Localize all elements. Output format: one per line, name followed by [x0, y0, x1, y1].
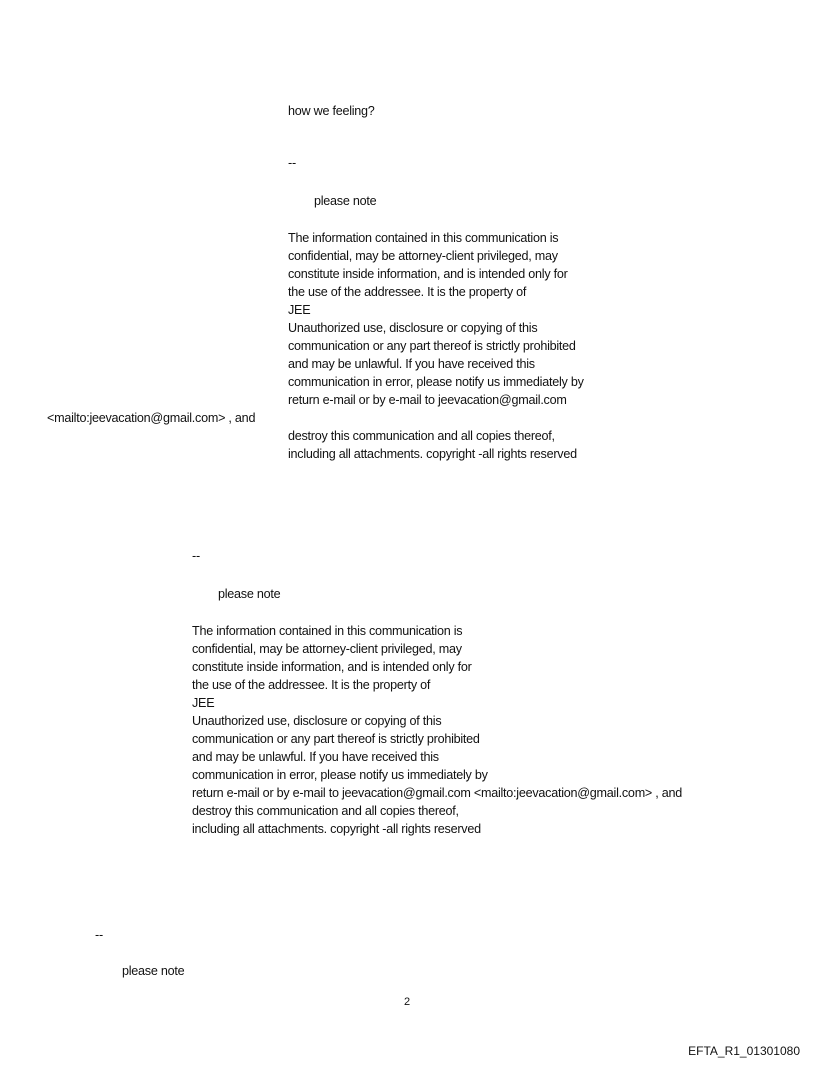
disclaimer-line: communication or any part thereof is strictly prohibited — [192, 732, 480, 746]
disclaimer-line: including all attachments. copyright -all rights reserved — [192, 822, 481, 836]
disclaimer-line: and may be unlawful. If you have received this — [192, 750, 439, 764]
disclaimer-line: constitute inside information, and is intended only for — [192, 660, 472, 674]
signature-separator: -- — [192, 549, 200, 563]
disclaimer-line: destroy this communication and all copies thereof, — [288, 429, 555, 443]
note-heading: please note — [218, 587, 281, 601]
note-heading: please note — [314, 194, 377, 208]
disclaimer-line: destroy this communication and all copies thereof, — [192, 804, 459, 818]
disclaimer-line: confidential, may be attorney-client privileged, may — [288, 249, 558, 263]
disclaimer-line: JEE — [192, 696, 215, 710]
disclaimer-line: return e-mail or by e-mail to jeevacation@gmail.com — [288, 393, 567, 407]
disclaimer-line: JEE — [288, 303, 311, 317]
mailto-link-line: <mailto:jeevacation@gmail.com> , and — [47, 411, 256, 425]
disclaimer-line: communication in error, please notify us immediately by — [288, 375, 584, 389]
disclaimer-line: the use of the addressee. It is the property of — [192, 678, 431, 692]
disclaimer-line: The information contained in this communication is — [288, 231, 559, 245]
disclaimer-line: The information contained in this communication is — [192, 624, 463, 638]
signature-separator: -- — [288, 156, 296, 170]
signature-separator: -- — [95, 928, 103, 942]
disclaimer-line: confidential, may be attorney-client privileged, may — [192, 642, 462, 656]
disclaimer-line: and may be unlawful. If you have received this — [288, 357, 535, 371]
disclaimer-line: constitute inside information, and is intended only for — [288, 267, 568, 281]
document-id: EFTA_R1_01301080 — [688, 1044, 800, 1058]
disclaimer-line: Unauthorized use, disclosure or copying of this — [192, 714, 442, 728]
page-number: 2 — [404, 996, 410, 1008]
disclaimer-line: return e-mail or by e-mail to jeevacation@gmail.com <mailto:jeevacation@gmail.com> , and — [192, 786, 683, 800]
disclaimer-line: including all attachments. copyright -all rights reserved — [288, 447, 577, 461]
disclaimer-line: communication in error, please notify us immediately by — [192, 768, 488, 782]
disclaimer-line: communication or any part thereof is strictly prohibited — [288, 339, 576, 353]
disclaimer-line: Unauthorized use, disclosure or copying of this — [288, 321, 538, 335]
greeting-text: how we feeling? — [288, 104, 375, 118]
disclaimer-line: the use of the addressee. It is the property of — [288, 285, 527, 299]
note-heading: please note — [122, 964, 185, 978]
